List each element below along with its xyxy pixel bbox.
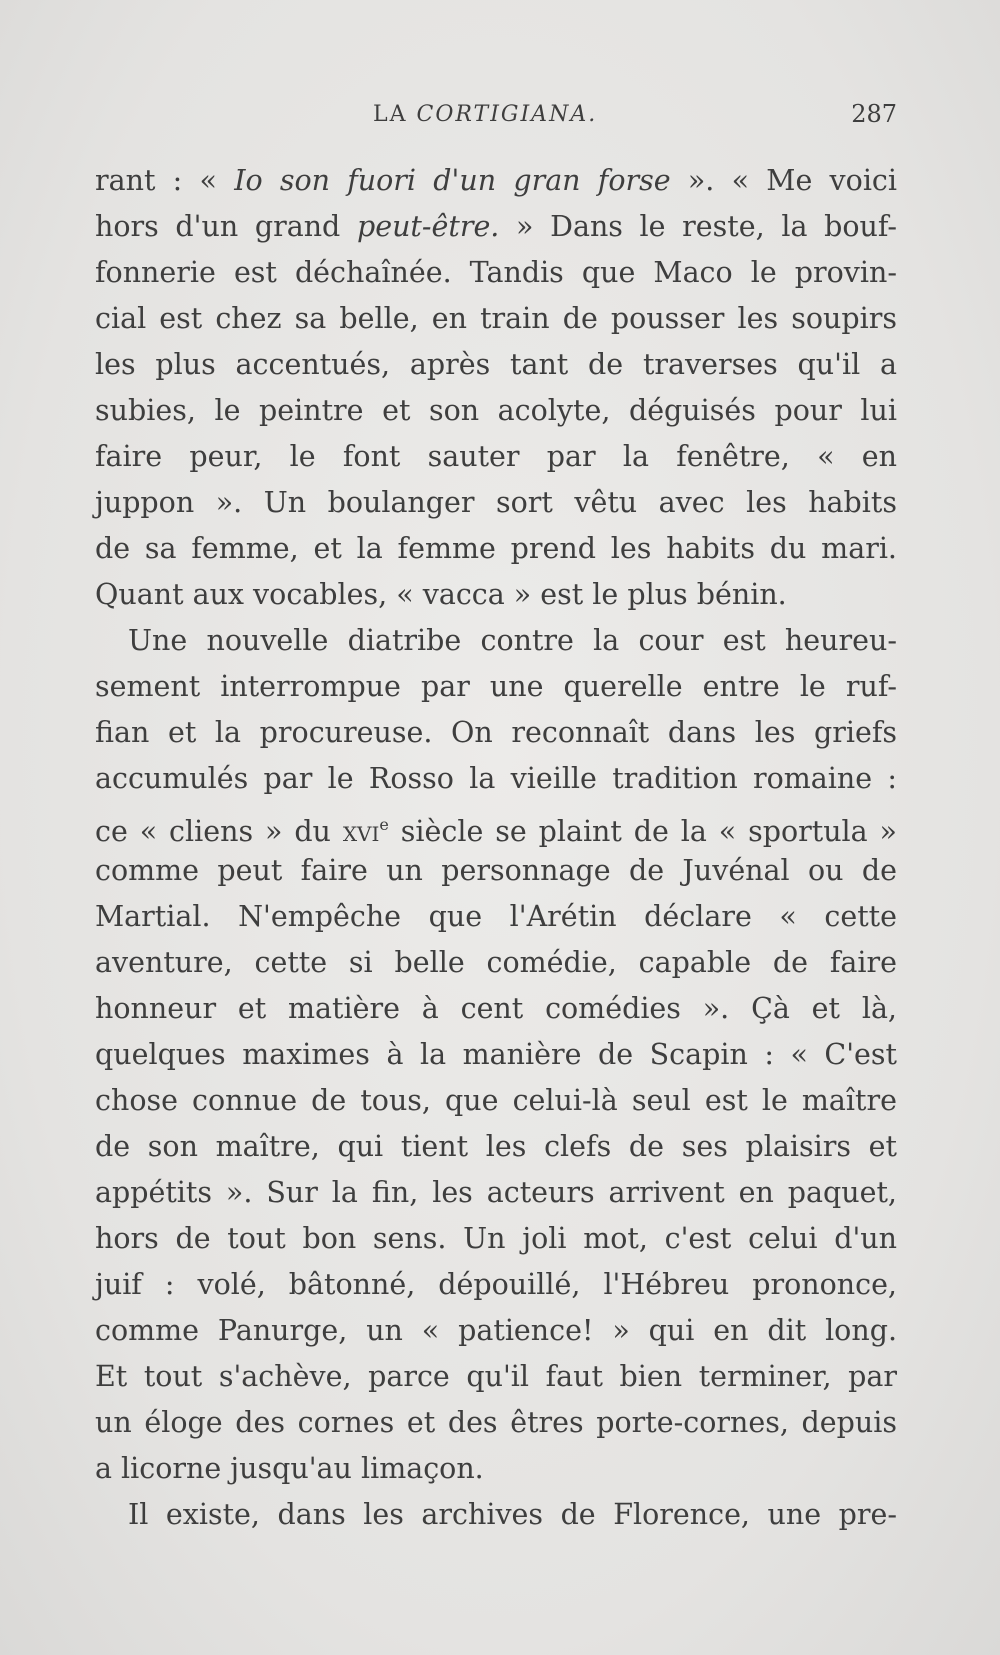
text-line: faire peur, le font sauter par la fenêtre, « en (95, 440, 897, 473)
century-numeral: xvi (342, 815, 380, 848)
text-line: appétits ». Sur la fin, les acteurs arrivent en paquet, (95, 1176, 897, 1209)
text-line: fonnerie est déchaînée. Tandis que Maco le provin- (95, 256, 897, 289)
italic-quote: Io son fuori d'un gran forse (234, 164, 671, 197)
text-line: aventure, cette si belle comédie, capable de faire (95, 946, 897, 979)
text-line: honneur et matière à cent comédies ». Çà et là, (95, 992, 897, 1025)
page-number: 287 (851, 100, 897, 128)
text-run: rant : « (95, 164, 235, 197)
text-run: ». « Me voici (670, 164, 898, 197)
text-line: fian et la procureuse. On reconnaît dans les griefs (95, 716, 897, 749)
text-line: comme Panurge, un « patience! » qui en dit long. (95, 1314, 897, 1347)
page-header (95, 96, 897, 136)
text-line: un éloge des cornes et des êtres porte-cornes, depuis (95, 1406, 897, 1439)
text-line: chose connue de tous, que celui-là seul est le maître (95, 1084, 897, 1117)
text-run: siècle se plaint de la « sportula » (388, 815, 897, 848)
text-line: de sa femme, et la femme prend les habits du mari. (95, 532, 897, 565)
paragraph-start-line: Il existe, dans les archives de Florence, une pre- (128, 1498, 897, 1531)
italic-phrase: peut-être. (356, 210, 500, 243)
text-line: cial est chez sa belle, en train de pousser les soupirs (95, 302, 897, 335)
text-line: sement interrompue par une querelle entre le ruf- (95, 670, 897, 703)
text-line: hors de tout bon sens. Un joli mot, c'est celui d'un (95, 1222, 897, 1255)
text-line (95, 158, 897, 204)
text-line: Quant aux vocables, « vacca » est le plus bénin. (95, 578, 787, 611)
text-line: subies, le peintre et son acolyte, déguisés pour lui (95, 394, 897, 427)
text-line: Martial. N'empêche que l'Arétin déclare « cette (95, 900, 897, 933)
running-title-prefix: LA (373, 102, 417, 127)
text-line: les plus accentués, après tant de traverses qu'il a (95, 348, 897, 381)
text-line (95, 802, 897, 848)
text-line: comme peut faire un personnage de Juvénal ou de (95, 854, 897, 887)
text-line: de son maître, qui tient les clefs de ses plaisirs et (95, 1130, 897, 1163)
text-run: » Dans le reste, la bouf- (499, 210, 897, 243)
text-line: a licorne jusqu'au limaçon. (95, 1452, 484, 1485)
text-line (95, 204, 897, 250)
running-title-italic: CORTIGIANA. (416, 102, 598, 127)
body-text (95, 158, 897, 1538)
superscript: e (379, 815, 389, 834)
running-title (373, 102, 597, 127)
text-line: accumulés par le Rosso la vieille tradition romaine : (95, 762, 897, 795)
text-line: juif : volé, bâtonné, dépouillé, l'Hébreu prononce, (95, 1268, 897, 1301)
text-run: hors d'un grand (95, 210, 357, 243)
text-line: juppon ». Un boulanger sort vêtu avec les habits (95, 486, 897, 519)
text-run: ce « cliens » du (95, 815, 343, 848)
paragraph-start-line: Une nouvelle diatribe contre la cour est heureu- (128, 624, 897, 657)
text-line: Et tout s'achève, parce qu'il faut bien terminer, par (95, 1360, 897, 1393)
text-line: quelques maximes à la manière de Scapin : « C'est (95, 1038, 897, 1071)
